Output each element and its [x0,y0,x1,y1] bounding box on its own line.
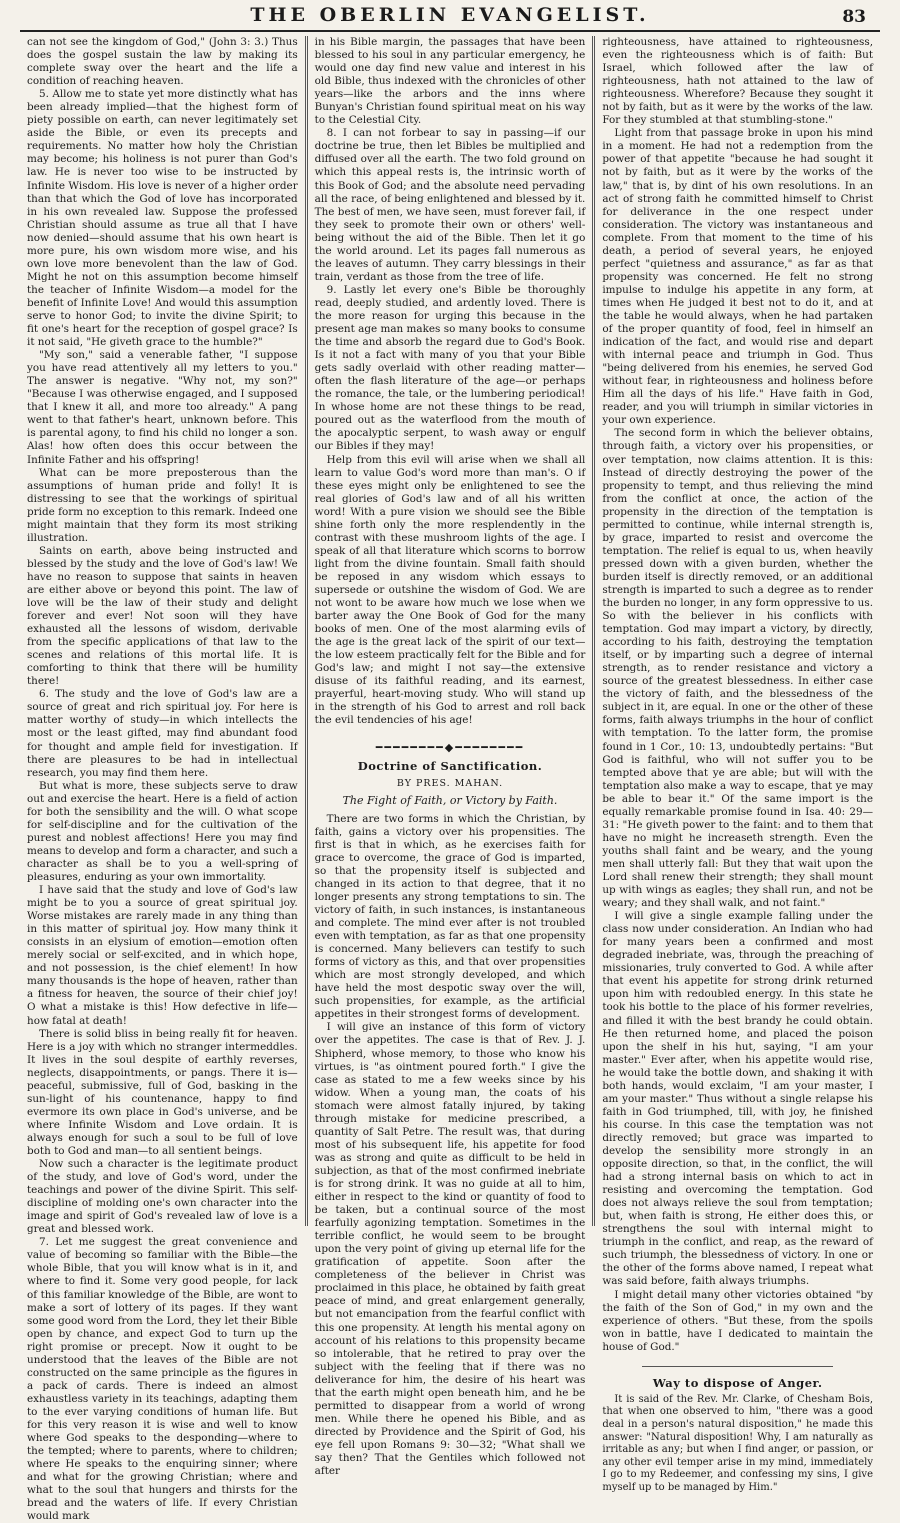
paragraph: 9. Lastly let every one's Bible be thoroughly read, deeply studied, and ardently loved. There is the more reason for urging this because in the present age man makes so many books to consume the time and absorb the regard due to God's Book. Is it not a fact with many of you that your Bible gets sadly overlaid with other reading matter—often the flash literature of the age—or perhaps the romance, the tale, or the lumbering periodical! In whose home are not these things to be read, poured out as the waterflood from the mouth of the apocalyptic serpent, to wash away or engulf our Bibles if they may! [314,283,586,453]
article-title: Doctrine of Sanctification. [357,758,543,773]
column-2 [305,36,593,1478]
newspaper-title: THE OBERLIN EVANGELIST. [250,4,650,26]
paragraph: in his Bible margin, the passages that have been blessed to his soul in any particular emergency, he would one day find new value and interest in his old Bible, thus indexed with the chronicles of other years—like the arbors and the inns where Bunyan's Christian found spiritual meat on his way to the Celestial City. [314,36,586,127]
paragraph: Saints on earth, above being instructed and blessed by the study and the love of God's law! We have no reason to suppose that saints in heaven are either above or beyond this point. The law of love will be the law of their study and delight forever and ever! Not soon will they have exhausted all the lessons of wisdom, derivable from the specific applications of that law to the scenes and relations of this mortal life. It is comforting to think that there will be humility there! [27,544,298,688]
paragraph: 7. Let me suggest the great convenience and value of becoming so familiar with the Bible—the whole Bible, that you will know what is in it, and where to find it. Some very good people, for lack of this familiar knowledge of the Bible, are wont to make a sort of lottery of its pages. If they want some good word from the Lord, they let their Bible open by chance, and expect God to turn up the right promise or precept. Now it ought to be understood that the leaves of the Bible are not constructed on the same principle as the figures in a pack of cards. There is indeed an almost exhaustless variety in its teachings, adapting them to the ever varying conditions of human life. But for this very reason it is wise and well to know where God speaks to the desponding—where to the tempted; where to parents, where to children; where He speaks to the enquiring sinner; where and what for the growing Christian; where and what to the soul that hungers and thirsts for the bread and the waters of life. If every Christian would mark [27,1236,298,1523]
column-3 [592,36,880,1493]
paragraph: "My son," said a venerable father, "I suppose you have read attentively all my letters to you." The answer is negative. "Why not, my son?" "Because I was otherwise engaged, and I supposed that I knew it all, and more too already." A pang went to that father's heart, unknown before. This is parental agony, to find his child no longer a son. Alas! how often does this occur between the Infinite Father and his offspring! [27,349,298,466]
columns [20,36,880,1523]
paragraph: But what is more, these subjects serve to draw out and exercise the heart. Here is a field of action for both the sensibility and the will. O what scope for self-discipline and for the cultivation of the purest and noblest affections! Here you may find means to develop and form a character, and such a character as shall be to you a well-spring of pleasures, enduring as your own immortality. [27,779,298,883]
paragraph: Light from that passage broke in upon his mind in a moment. He had not a redemption from the power of that appetite "because he had sought it not by faith, but as it were by the works of the law," that is, by dint of his own resolutions. In an act of strong faith he committed himself to Christ for deliverance in the one respect under consideration. The victory was instantaneous and complete. From that moment to the time of his death, a period of several years, he enjoyed perfect "quietness and assurance," as far as that propensity was concerned. He felt no strong impulse to indulge his appetite in any form, at times when He judged it best not to do it, and at the table he would always, when he had partaken of the proper quantity of food, feel in himself an indication of the fact, and would rise and depart with internal peace and triumph in God. Thus "being delivered from his enemies, he served God without fear, in righteousness and holiness before Him all the days of his life." Have faith in God, reader, and you will triumph in similar victories in your own experience. [602,127,874,427]
paragraph: There is solid bliss in being really fit for heaven. Here is a joy with which no stranger intermeddles. It lives in the soul despite of earthly reverses, neglects, disappointments, or pangs. There it is—peaceful, submissive, full of God, basking in the sun-light of his countenance, happy to find evermore its own place in God's universe, and be where Infinite Wisdom and Love ordain. It is always enough for such a soul to be full of love both to God and man—to all sentient beings. [27,1027,298,1157]
paragraph: What can be more preposterous than the assumptions of human pride and folly! It is distressing to see that the workings of spiritual pride form no exception to this remark. Indeed one might maintain that they form its most striking illustration. [27,466,298,544]
paragraph: 6. The study and the love of God's law are a source of great and rich spiritual joy. For here is matter worthy of study—in which intellects the most or the least gifted, may find abundant food for thought and ample field for investigation. If there are pleasures to be had in intellectual research, you may find them here. [27,688,298,779]
article-subtitle: The Fight of Faith, or Victory by Faith. [342,793,558,807]
anger-article-text: It is said of the Rev. Mr. Clarke, of Chesham Bois, that when one observed to him, "there was a good deal in a person's natural disposition," he made this answer: "Natural disposition! Why, I am naturally as irritable as any; but when I find anger, or passion, or any other evil temper arise in my mind, immediately I go to my Redeemer, and confessing my sins, I give myself up to be managed by Him." [602,1393,874,1493]
paragraph: There are two forms in which the Christian, by faith, gains a victory over his propensities. The first is that in which, as he exercises faith for grace to overcome, the grace of God is imparted, so that the propensity itself is subjected and changed in its action to that degree, that it no longer presents any strong temptations to sin. The victory of faith, in such instances, is instantaneous and complete. The mind ever after is not troubled even with temptation, as far as that one propensity is concerned. Many believers can testify to such forms of victory as this, and that over propensities which are most strongly developed, and which have held the most despotic sway over the will, such propensities, for example, as the artificial appetites in their strongest forms of development. [314,812,586,1021]
paragraph: can not see the kingdom of God," (John 3: 3.) Thus does the gospel sustain the law by making its complete sway over the heart and the life a condition of reaching heaven. [27,36,298,88]
paragraph: Now such a character is the legitimate product of the study, and love of God's word, under the teachings and power of the divine Spirit. This self-discipline of molding one's own character into the image and spirit of God's revealed law of love is a great and blessed work. [27,1158,298,1236]
anger-article-title: Way to dispose of Anger. [652,1375,823,1390]
masthead [20,0,880,32]
column-1 [20,36,305,1523]
paragraph: righteousness, have attained to righteousness, even the righteousness which is of faith: But Israel, which followed after the law of righteousness, hath not attained to the law of righteousness. Wherefore? Because they sought it not by faith, but as it were by the works of the law. For they stumbled at that stumbling-stone." [602,36,874,127]
paragraph: 5. Allow me to state yet more distinctly what has been already implied—that the highest form of piety possible on earth, can never legitimately set aside the Bible, or even its precepts and requirements. No matter how holy the Christian may become; his holiness is not purer than God's law. He is never too wise to be instructed by Infinite Wisdom. His love is never of a higher order than that which the God of love has incorporated in his own revealed law. Suppose the professed Christian should assume as true all that I have now denied—should assume that his own heart is more pure, his own wisdom more wise, and his own love more benevolent than the law of God. Might he not on this assumption become himself the teacher of Infinite Wisdom—a model for the benefit of Infinite Love! And would this assumption serve to honor God; to invite the divine Spirit; to fit one's heart for the reception of gospel grace? Is it not said, "He giveth grace to the humble?" [27,88,298,349]
ornament-divider: ━━━━━━━━◆━━━━━━━━ [375,741,525,755]
paragraph: I have said that the study and love of God's law might be to you a source of great spiritual joy. Worse mistakes are rarely made in any thing than in this matter of spiritual joy. How many think it consists in an elysium of emotion—emotion often merely social or self-excited, and in which hope, and not possession, is the chief element! In how many thousands is the hope of heaven, rather than a fitness for heaven, the source of their chief joy! O what a mistake is this! How defective in life—how fatal at death! [27,884,298,1027]
paragraph: I might detail many other victories obtained "by the faith of the Son of God," in my own and the experience of others. "But these, from the spoils won in battle, have I dedicated to maintain the house of God." [602,1288,874,1353]
section-divider [642,1366,833,1367]
article-byline: BY PRES. MAHAN. [396,777,504,789]
paragraph: Help from this evil will arise when we shall all learn to value God's word more than man's. O if these eyes might only be enlightened to see the real glories of God's law and of all his written word! With a pure vision we should see the Bible shine forth only the more resplendently in the contrast with these mushroom lights of the age. I speak of all that literature which scorns to borrow light from the divine fountain. Small faith should be reposed in any wisdom which essays to supersede or outshine the wisdom of God. We are not wont to be aware how much we lose when we barter away the One Book of God for the many books of men. One of the most alarming evils of the age is the great lack of the spirit of our text—the low esteem practically felt for the Bible and for God's law; and might I not say—the extensive disuse of its faithful reading, and its earnest, prayerful, heart-moving study. Who will stand up in the strength of his God to arrest and roll back the evil tendencies of his age! [314,453,586,727]
page-number: 83 [842,7,866,27]
paragraph: I will give an instance of this form of victory over the appetites. The case is that of Rev. J. J. Shipherd, whose memory, to those who know his virtues, is "as ointment poured forth." I give the case as stated to me a few weeks since by his widow. When a young man, the coats of his stomach were almost fatally injured, by taking through mistake for medicine prescribed, a quantity of Salt Petre. The result was, that during most of his subsequent life, his appetite for food was as strong and quite as difficult to be held in subjection, as that of the most confirmed inebriate is for strong drink. It was no guide at all to him, either in respect to the kind or quantity of food to be taken, but a continual source of the most fearfully agonizing temptation. Sometimes in the terrible conflict, he would seem to be brought upon the very point of giving up eternal life for the gratification of appetite. Soon after the completeness of the believer in Christ was proclaimed in this place, he obtained by faith great peace of mind, and great enlargement generally, but not emancipation from the fearful conflict with this one propensity. At length his mental agony on account of his relations to this propensity became so intolerable, that he retired to pray over the subject with the feeling that if there was no deliverance for him, the desire of his heart was that the earth might open beneath him, and he be permitted to disappear from a world of wrong men. While there he opened his Bible, and as directed by Providence and the Spirit of God, his eye fell upon Romans 9: 30—32; "What shall we say then? That the Gentiles which followed not after [314,1021,586,1478]
paragraph: I will give a single example falling under the class now under consideration. An Indian who had for many years been a confirmed and most degraded inebriate, was, through the preaching of missionaries, truly converted to God. A while after that event his appetite for strong drink returned upon him with redoubled energy. In this state he took his bottle to the place of his former revelries, and filled it with the best brandy he could obtain. He then returned home, and placed the poison upon the shelf in his hut, saying, "I am your master." Ever after, when his appetite would rise, he would take the bottle down, and shaking it with both hands, would exclaim, "I am your master, I am your master." Thus without a single relapse his faith in God triumphed, till, with joy, he finished his course. In this case the temptation was not directly removed; but grace was imparted to develop the sensibility more strongly in an opposite direction, so that, in the conflict, the will had a strong internal basis on which to act in resisting and overcoming the temptation. God does not always relieve the soul from temptation; but, when faith is strong, He either does this, or strengthens the soul with internal might to triumph in the conflict, and reap, as the reward of such triumph, the blessedness of victory. In one or the other of the forms above named, I repeat what was said before, faith always triumphs. [602,910,874,1288]
paragraph: 8. I can not forbear to say in passing—if our doctrine be true, then let Bibles be multiplied and diffused over all the earth. The two fold ground on which this appeal rests is, the intrinsic worth of this Book of God; and the absolute need pervading all the race, of being enlightened and blessed by it. The best of men, we have seen, must forever fail, if they seek to promote their own or others' well-being without the aid of the Bible. Then let it go the world around. Let its pages fall numerous as the leaves of autumn. They carry blessings in their train, verdant as those from the tree of life. [314,127,586,283]
paragraph: The second form in which the believer obtains, through faith, a victory over his propensities, or over temptation, now claims attention. It is this: Instead of directly destroying the power of the propensity to tempt, and thus relieving the mind from the conflict at once, the action of the propensity in the direction of the temptation is permitted to continue, while internal strength is, by grace, imparted to resist and overcome the temptation. The relief is equal to us, when heavily pressed down with a given burden, whether the burden itself is directly removed, or an additional strength is imparted to such a degree as to render the burden no longer, in any form oppressive to us. So with the believer in his conflicts with temptation. God may impart a victory, by directly, according to his faith, destroying the temptation itself, or by imparting such a degree of internal strength, as to render resistance and victory a source of the greatest blessedness. In either case the victory of faith, and the blessedness of the subject in it, are equal. In one or the other of these forms, faith always triumphs in the hour of conflict with temptation. To the latter form, the promise found in 1 Cor., 10: 13, undoubtedly pertains: "But God is faithful, who will not suffer you to be tempted above that ye are able; but will with the temptation also make a way to escape, that ye may be able to bear it." Of the same import is the equally remarkable promise found in Isa. 40: 29—31: "He giveth power to the faint: and to them that have no might he increaseth strength. Even the youths shall faint and be weary, and the young men shall utterly fall: But they that wait upon the Lord shall renew their strength; they shall mount up with wings as eagles; they shall run, and not be weary; and they shall walk, and not faint." [602,427,874,910]
